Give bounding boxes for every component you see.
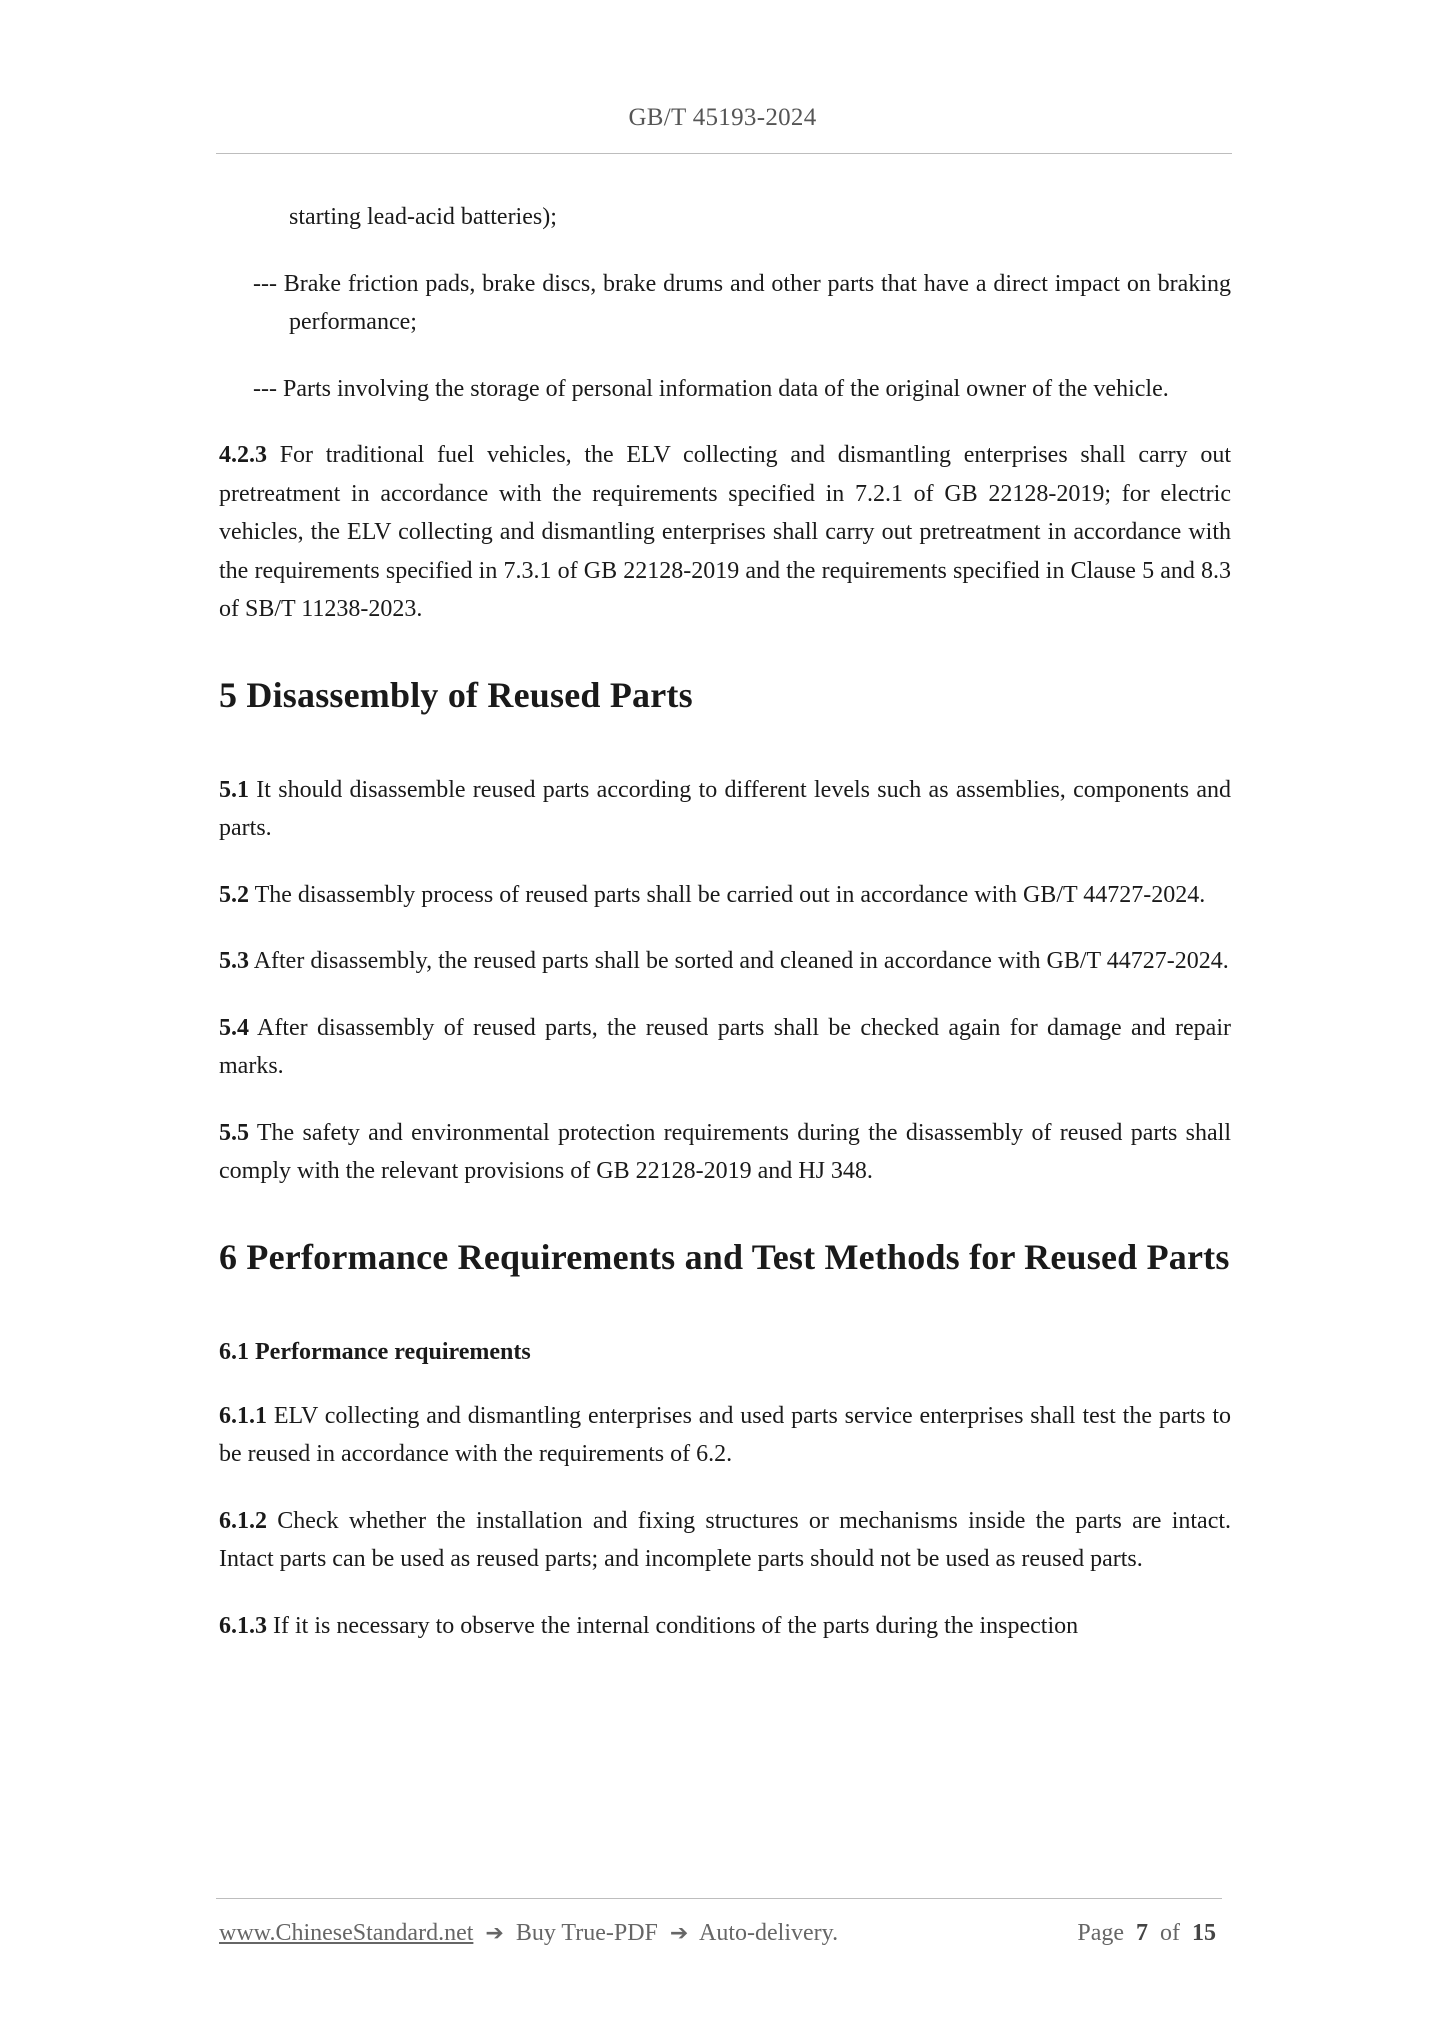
- page-indicator: [1077, 1920, 1222, 1947]
- footer-delivery-text: Auto-delivery.: [699, 1920, 839, 1946]
- clause-text: After disassembly, the reused parts shall be sorted and cleaned in accordance with GB/T 44727-2024.: [253, 948, 1229, 974]
- list-item-personal-data-parts: --- Parts involving the storage of personal information data of the original owner of the vehicle.: [253, 375, 1169, 402]
- page-label: Page: [1077, 1920, 1124, 1946]
- section-heading-5: 5 Disassembly of Reused Parts: [219, 674, 693, 715]
- footer-buy-text: Buy True-PDF: [515, 1920, 658, 1946]
- footer-divider: [216, 1898, 1222, 1899]
- clause-text: If it is necessary to observe the internal conditions of the parts during the inspection: [273, 1612, 1079, 1639]
- footer-promo: [219, 1920, 838, 1947]
- clause-number: 4.2.3: [219, 442, 267, 468]
- clause-6-1-1: [219, 1397, 1231, 1474]
- section-heading-6: 6 Performance Requirements and Test Methods for Reused Parts: [219, 1236, 1230, 1277]
- clause-text: It should disassemble reused parts according to different levels such as assemblies, components and parts.: [219, 776, 1232, 841]
- page-current: 7: [1136, 1920, 1148, 1946]
- clause-text: The disassembly process of reused parts shall be carried out in accordance with GB/T 44727-2024.: [254, 881, 1206, 908]
- header-divider: [216, 153, 1232, 154]
- clause-text: Check whether the installation and fixing structures or mechanisms inside the parts are intact. Intact parts can be used as reused parts; and incomplete parts should not be used as reused parts.: [219, 1507, 1232, 1572]
- clause-number: 5.3: [219, 948, 249, 974]
- clause-number: 6.1.1: [219, 1402, 267, 1429]
- subsection-heading-6-1: 6.1 Performance requirements: [219, 1338, 531, 1365]
- clause-5-2: [219, 876, 1231, 915]
- clause-6-1-3: [219, 1607, 1231, 1646]
- list-item-continuation: starting lead-acid batteries);: [289, 204, 557, 230]
- clause-5-5: [219, 1114, 1231, 1191]
- clause-6-1-2: [219, 1502, 1231, 1579]
- clause-5-3: [219, 942, 1231, 981]
- page-footer: [219, 1920, 1222, 1960]
- clause-4-2-3: [219, 436, 1231, 629]
- list-item-brake-parts: --- Brake friction pads, brake discs, brake drums and other parts that have a direct impact on braking performance;: [253, 270, 1231, 335]
- clause-number: 6.1.2: [219, 1507, 267, 1534]
- header-standard-number: GB/T 45193-2024: [628, 104, 817, 131]
- clause-number: 5.1: [219, 776, 249, 803]
- website-link[interactable]: www.ChineseStandard.net: [219, 1920, 474, 1946]
- arrow-right-icon: ➔: [485, 1921, 504, 1946]
- clause-text: For traditional fuel vehicles, the ELV collecting and dismantling enterprises shall carry out pretreatment in accordance with the requirements specified in 7.2.1 of GB 22128-2019; for electric vehicles, the ELV collecting and dismantling enterprises shall carry out pretreatment in accordance with the requirements specified in 7.3.1 of GB 22128-2019 and the requirements specified in Clause 5 and 8.3 of SB/T 11238-2023.: [219, 442, 1231, 622]
- clause-5-1: [219, 771, 1231, 848]
- clause-text: ELV collecting and dismantling enterprises and used parts service enterprises shall test the parts to be reused in accordance with the requirements of 6.2.: [219, 1402, 1232, 1467]
- page-total: 15: [1192, 1920, 1216, 1946]
- page-content: [219, 198, 1231, 1673]
- clause-number: 5.5: [219, 1119, 249, 1146]
- clause-number: 6.1.3: [219, 1612, 267, 1639]
- clause-text: After disassembly of reused parts, the reused parts shall be checked again for damage and repair marks.: [219, 1014, 1231, 1079]
- arrow-right-icon: ➔: [669, 1921, 689, 1946]
- clause-number: 5.2: [219, 881, 249, 908]
- page-of-label: of: [1160, 1920, 1180, 1946]
- clause-number: 5.4: [219, 1014, 249, 1041]
- clause-text: The safety and environmental protection requirements during the disassembly of reused parts shall comply with the relevant provisions of GB 22128-2019 and HJ 348.: [219, 1119, 1231, 1184]
- clause-5-4: [219, 1009, 1231, 1086]
